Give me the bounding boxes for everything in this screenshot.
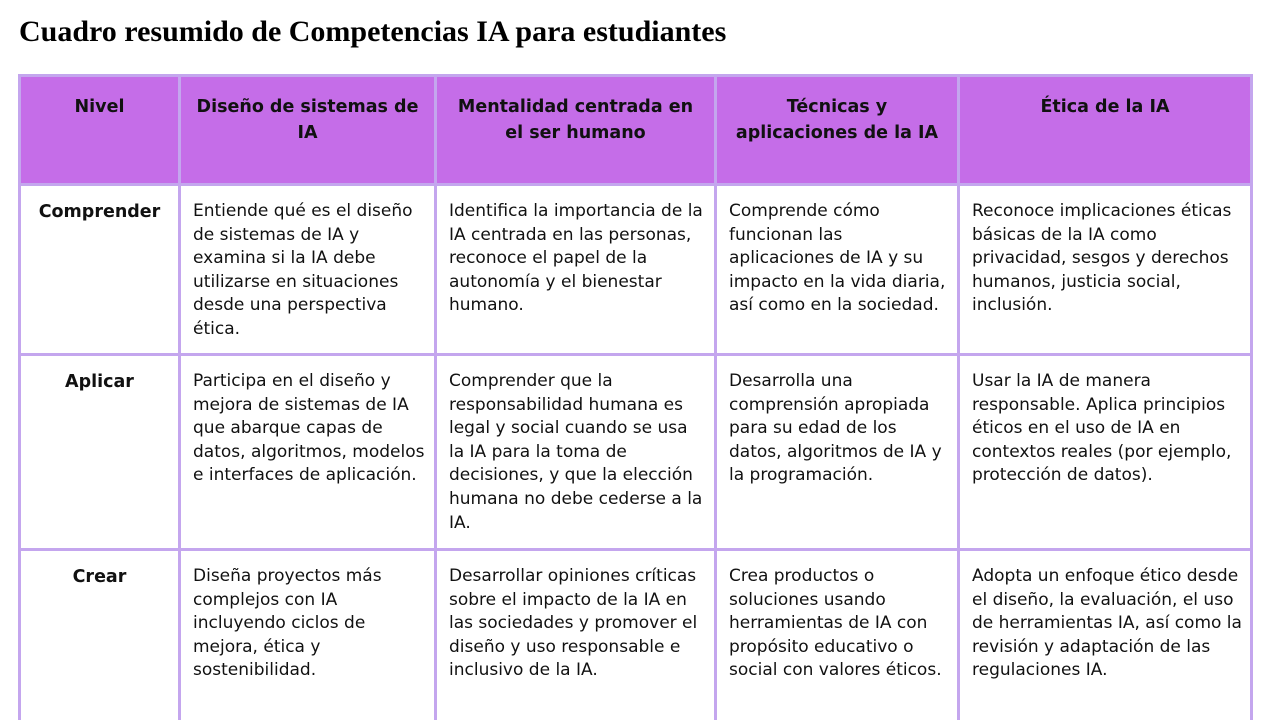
table-header — [20, 76, 1252, 185]
table-cell: Reconoce implicaciones éticas básicas de la IA como privacidad, sesgos y derechos humanos, justicia social, inclusión. — [959, 185, 1252, 355]
table-cell: Diseña proyectos más complejos con IA incluyendo ciclos de mejora, ética y sostenibilidad. — [180, 550, 436, 720]
table-cell: Identifica la importancia de la IA centrada en las personas, reconoce el papel de la autonomía y el bienestar humano. — [436, 185, 716, 355]
row-level-label: Crear — [20, 550, 180, 720]
table-row — [20, 185, 1252, 355]
header-cell-techniques: Técnicas y aplicaciones de la IA — [716, 76, 959, 185]
table-cell: Participa en el diseño y mejora de sistemas de IA que abarque capas de datos, algoritmos, modelos e interfaces de aplicación. — [180, 355, 436, 550]
table-cell: Comprender que la responsabilidad humana es legal y social cuando se usa la IA para la toma de decisiones, y que la elección humana no debe cederse a la IA. — [436, 355, 716, 550]
header-cell-level: Nivel — [20, 76, 180, 185]
row-level-label: Aplicar — [20, 355, 180, 550]
table-cell: Desarrolla una comprensión apropiada para su edad de los datos, algoritmos de IA y la programación. — [716, 355, 959, 550]
page-title: Cuadro resumido de Competencias IA para estudiantes — [19, 15, 727, 48]
table-cell: Comprende cómo funcionan las aplicaciones de IA y su impacto en la vida diaria, así como en la sociedad. — [716, 185, 959, 355]
header-cell-human-centered: Mentalidad centrada en el ser humano — [436, 76, 716, 185]
row-level-label: Comprender — [20, 185, 180, 355]
table-cell: Crea productos o soluciones usando herramientas de IA con propósito educativo o social con valores éticos. — [716, 550, 959, 720]
table-row — [20, 550, 1252, 720]
competencies-table — [18, 74, 1253, 720]
table-cell: Entiende qué es el diseño de sistemas de IA y examina si la IA debe utilizarse en situaciones desde una perspectiva ética. — [180, 185, 436, 355]
header-cell-ethics: Ética de la IA — [959, 76, 1252, 185]
table-row — [20, 355, 1252, 550]
table-cell: Adopta un enfoque ético desde el diseño, la evaluación, el uso de herramientas IA, así como la revisión y adaptación de las regulaciones IA. — [959, 550, 1252, 720]
table-body — [20, 185, 1252, 720]
table-cell: Desarrollar opiniones críticas sobre el impacto de la IA en las sociedades y promover el diseño y uso responsable e inclusivo de la IA. — [436, 550, 716, 720]
header-cell-system-design: Diseño de sistemas de IA — [180, 76, 436, 185]
header-row — [20, 76, 1252, 185]
table-cell: Usar la IA de manera responsable. Aplica principios éticos en el uso de IA en contextos reales (por ejemplo, protección de datos). — [959, 355, 1252, 550]
